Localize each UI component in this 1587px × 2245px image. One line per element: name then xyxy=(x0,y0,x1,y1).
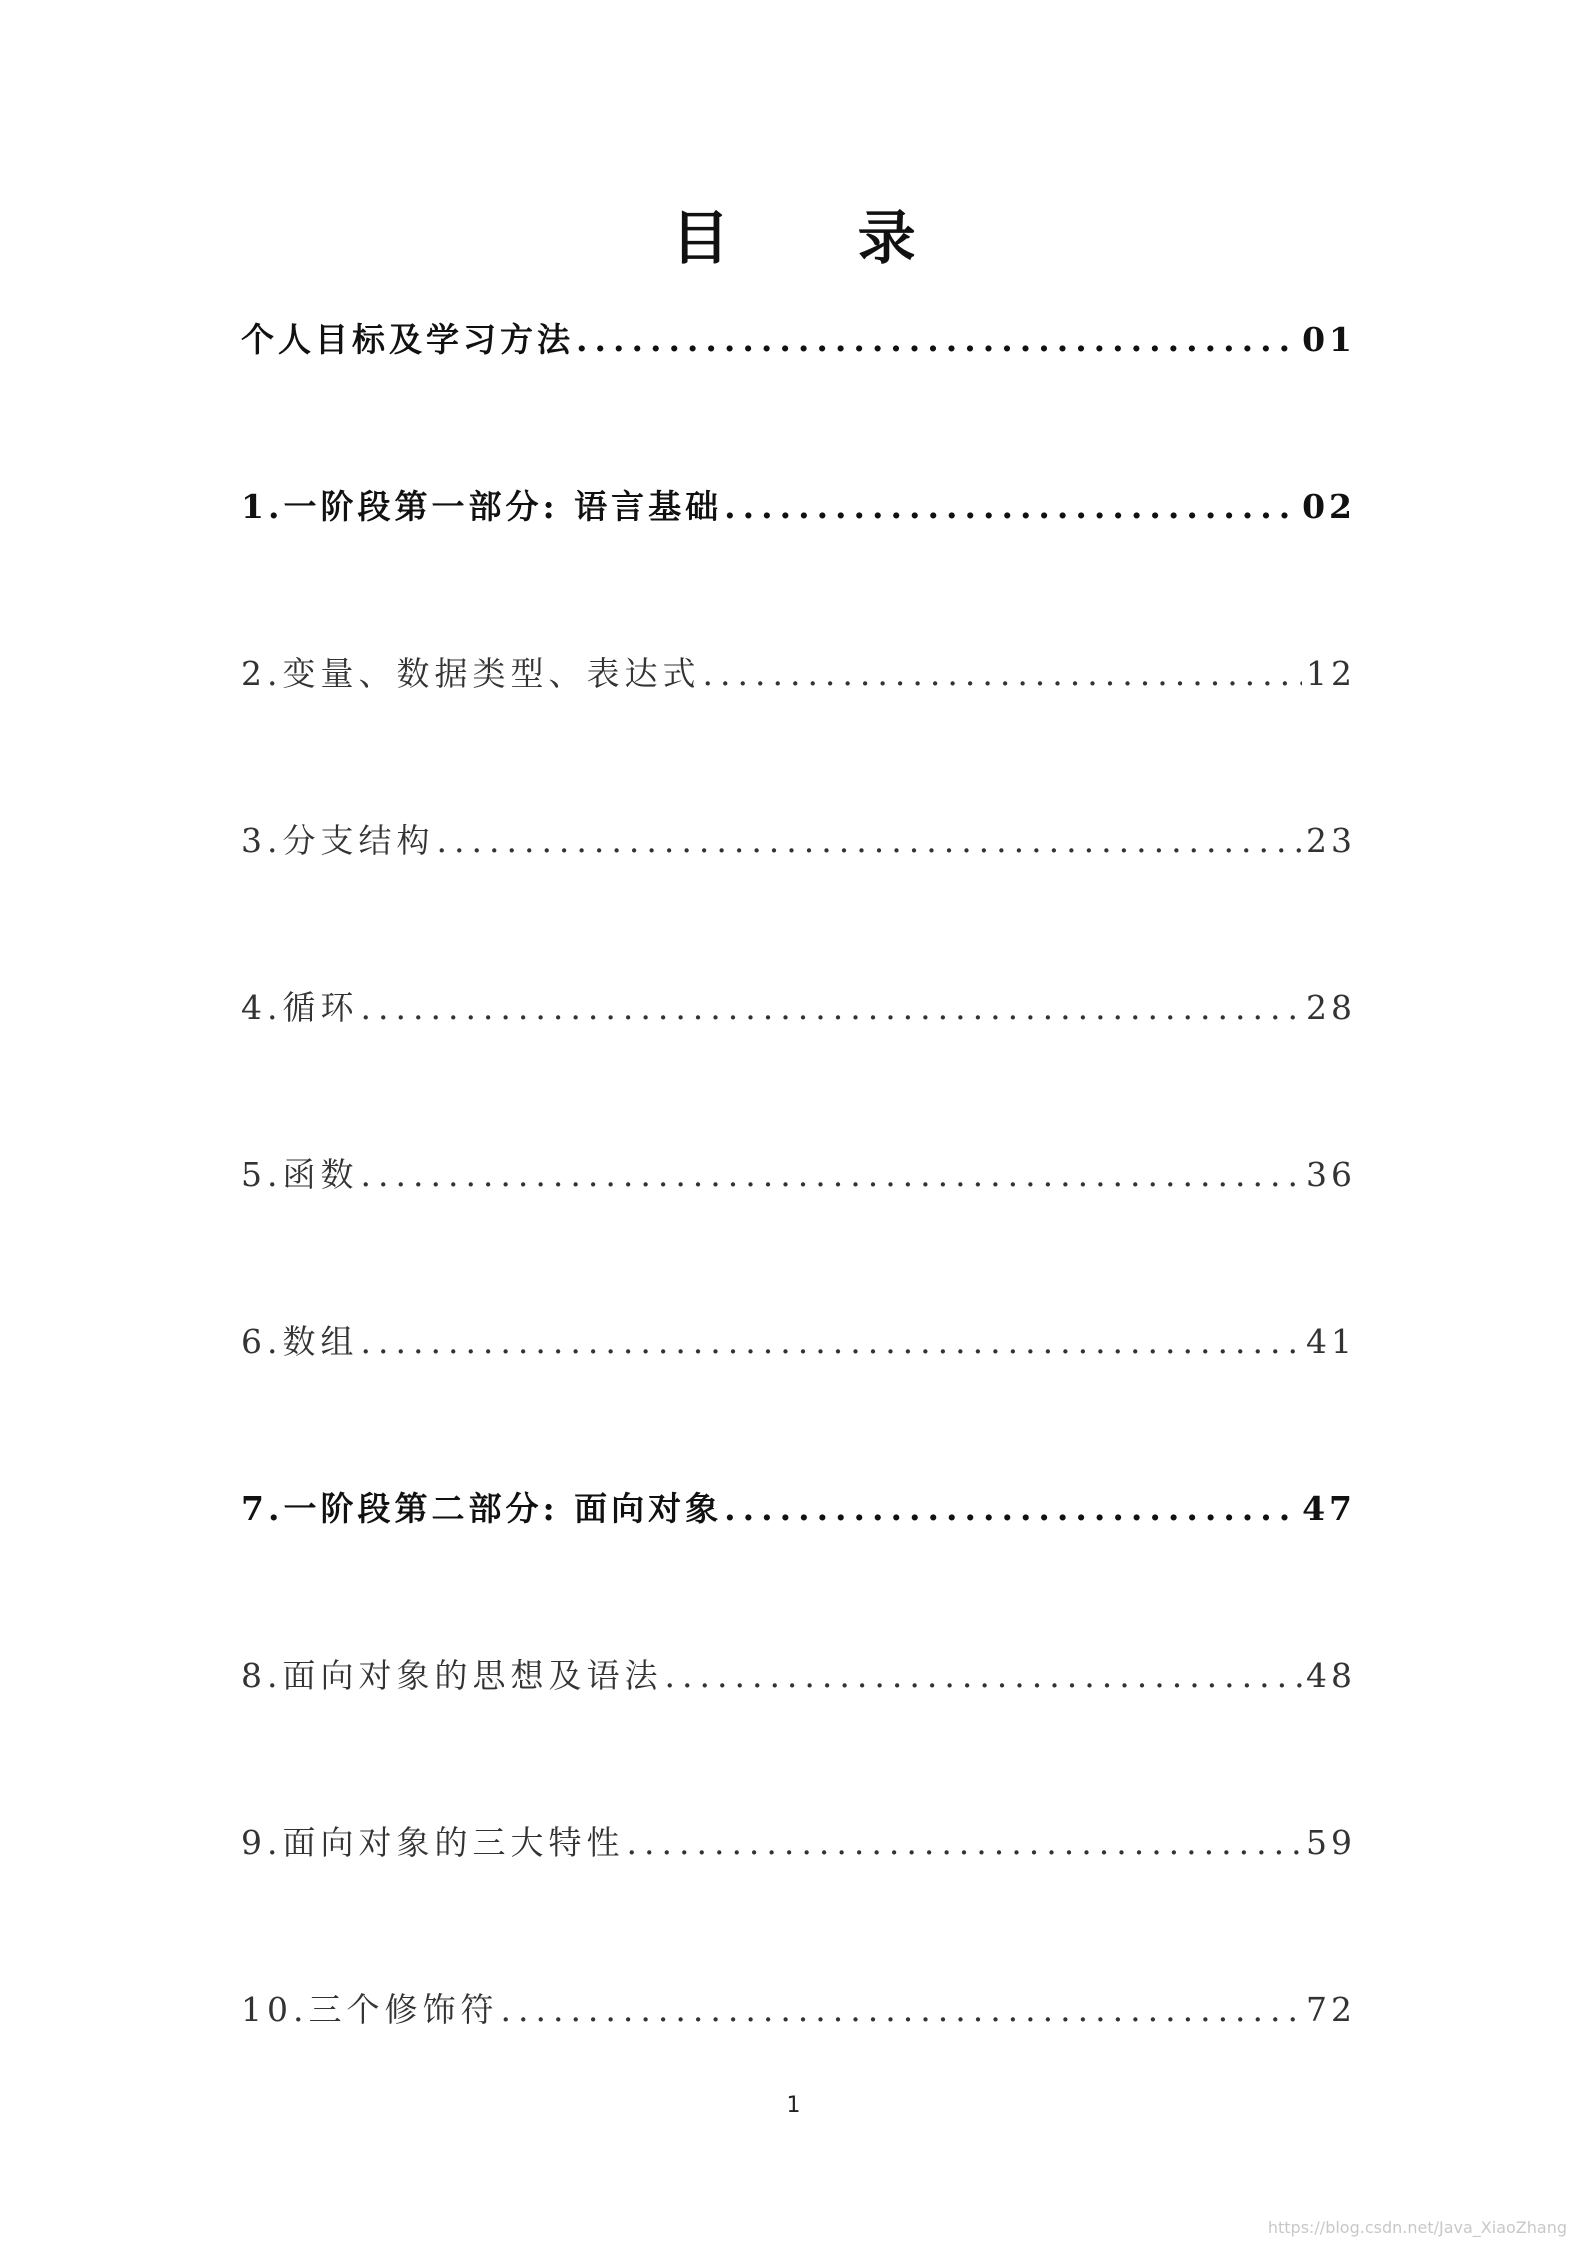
toc-entry-page: 41 xyxy=(1306,1322,1356,1361)
toc-entry-functions[interactable] xyxy=(241,1155,1356,1322)
watermark: https://blog.csdn.net/Java_XiaoZhang xyxy=(1267,2218,1567,2237)
dot-leader xyxy=(627,1823,1303,1863)
dot-leader xyxy=(724,487,1298,527)
dot-leader xyxy=(361,988,1303,1028)
dot-leader xyxy=(500,1990,1302,2030)
table-of-contents xyxy=(241,320,1356,2157)
toc-entry-personal-goals[interactable] xyxy=(241,320,1356,487)
toc-entry-label: 个人目标及学习方法 xyxy=(241,320,574,359)
toc-entry-label: 1.一阶段第一部分: 语言基础 xyxy=(241,487,723,526)
toc-entry-label: 9.面向对象的三大特性 xyxy=(241,1823,625,1862)
toc-entry-arrays[interactable] xyxy=(241,1322,1356,1489)
dot-leader xyxy=(361,1155,1303,1195)
toc-entry-label: 3.分支结构 xyxy=(241,821,435,860)
toc-entry-language-basics[interactable] xyxy=(241,487,1356,654)
toc-entry-page: 36 xyxy=(1306,1155,1356,1194)
dot-leader xyxy=(665,1656,1303,1696)
toc-entry-object-oriented[interactable] xyxy=(241,1489,1356,1656)
toc-entry-page: 02 xyxy=(1302,487,1356,526)
dot-leader xyxy=(576,320,1298,360)
toc-entry-page: 48 xyxy=(1306,1656,1356,1695)
toc-entry-oo-syntax[interactable] xyxy=(241,1656,1356,1823)
toc-entry-page: 47 xyxy=(1302,1489,1356,1528)
dot-leader xyxy=(437,821,1303,861)
toc-entry-modifiers[interactable] xyxy=(241,1990,1356,2157)
toc-entry-page: 28 xyxy=(1306,988,1356,1027)
toc-entry-label: 2.变量、数据类型、表达式 xyxy=(241,654,701,693)
toc-entry-loops[interactable] xyxy=(241,988,1356,1155)
toc-title: 目 录 xyxy=(671,204,970,272)
toc-entry-label: 8.面向对象的思想及语法 xyxy=(241,1656,663,1695)
toc-entry-variables[interactable] xyxy=(241,654,1356,821)
toc-entry-label: 5.函数 xyxy=(241,1155,359,1194)
toc-entry-page: 01 xyxy=(1302,320,1356,359)
toc-entry-page: 23 xyxy=(1306,821,1356,860)
toc-entry-branching[interactable] xyxy=(241,821,1356,988)
toc-entry-page: 72 xyxy=(1306,1990,1356,2029)
dot-leader xyxy=(361,1322,1303,1362)
toc-entry-oo-characteristics[interactable] xyxy=(241,1823,1356,1990)
dot-leader xyxy=(724,1489,1298,1529)
toc-entry-label: 6.数组 xyxy=(241,1322,359,1361)
toc-entry-label: 10.三个修饰符 xyxy=(241,1990,499,2029)
toc-entry-page: 59 xyxy=(1306,1823,1356,1862)
dot-leader xyxy=(703,654,1303,694)
toc-entry-page: 12 xyxy=(1306,654,1356,693)
toc-entry-label: 4.循环 xyxy=(241,988,359,1027)
page-number: 1 xyxy=(786,2093,801,2118)
toc-entry-label: 7.一阶段第二部分: 面向对象 xyxy=(241,1489,723,1528)
